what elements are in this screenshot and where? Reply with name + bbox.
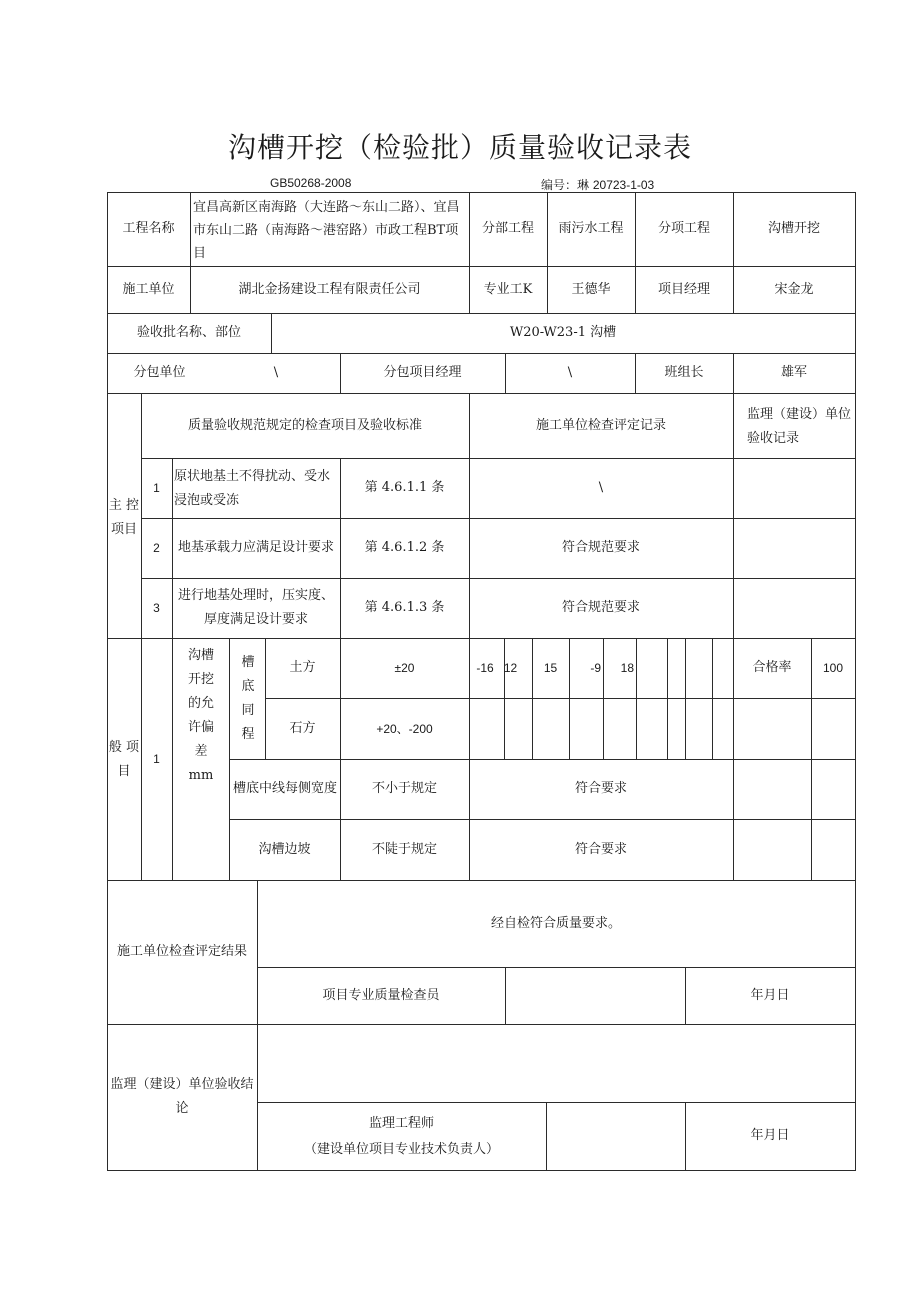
sub-manager-label: 分包项目经理 bbox=[383, 365, 462, 380]
serial-number bbox=[541, 176, 654, 193]
measurement-cell: 15 bbox=[543, 661, 558, 675]
pass-rate-value: 100 bbox=[822, 661, 844, 675]
main-item-record: \ bbox=[598, 480, 604, 495]
supervisor-record-header: 监理（建设）单位验收记录 bbox=[747, 407, 852, 446]
main-item-no: 2 bbox=[153, 541, 160, 555]
measurement-cell: 18 bbox=[620, 661, 634, 675]
main-item-desc: 原状地基土不得扰动、受水浸泡或受冻 bbox=[174, 469, 331, 508]
batch-label: 验收批名称、部位 bbox=[136, 325, 241, 340]
general-items-group-label: 般 项 目 bbox=[108, 740, 140, 779]
sub-item-label: 分项工程 bbox=[657, 221, 710, 236]
width-record: 符合要求 bbox=[574, 781, 627, 796]
contractor-result-label: 施工单位检查评定结果 bbox=[116, 944, 247, 959]
serial-label: 编号：琳 bbox=[541, 178, 590, 192]
quality-inspector-label: 项目专业质量检查员 bbox=[322, 987, 440, 1003]
standard-header: 质量验收规范规定的检查项目及验收标准 bbox=[187, 417, 422, 433]
general-item-no: 1 bbox=[153, 752, 160, 766]
document-title: 沟槽开挖（检验批）质量验收记录表 bbox=[227, 131, 692, 164]
main-item-no: 1 bbox=[153, 481, 160, 495]
rock-label: 石方 bbox=[289, 720, 316, 736]
main-item-desc: 进行地基处理时，压实度、厚度满足设计要求 bbox=[177, 588, 334, 627]
team-leader-value: 雄军 bbox=[780, 365, 807, 380]
contractor-label: 施工单位 bbox=[122, 281, 175, 297]
main-items-group-label: 主 控 项目 bbox=[108, 498, 140, 537]
earth-label: 土方 bbox=[289, 660, 316, 675]
width-label: 槽底中线每侧宽度 bbox=[233, 781, 338, 796]
foreman-label: 专业工K bbox=[483, 281, 533, 297]
supervising-engineer-label: 监理工程师 bbox=[368, 1115, 434, 1131]
pass-rate-label: 合格率 bbox=[752, 660, 792, 675]
contractor-conclusion: 经自检符合质量要求。 bbox=[490, 915, 621, 931]
main-item-clause: 第 4.6.1.2 条 bbox=[364, 540, 445, 555]
measurement-cell: -9 bbox=[590, 661, 601, 675]
subcontractor-value: \ bbox=[273, 365, 279, 380]
project-name-label: 工程名称 bbox=[122, 221, 175, 236]
main-item-record: 符合规范要求 bbox=[561, 540, 640, 555]
measurement-cell: 12 bbox=[503, 661, 518, 675]
main-item-clause: 第 4.6.1.3 条 bbox=[364, 600, 445, 615]
earth-tolerance: ±20 bbox=[394, 661, 415, 675]
supervisor-result-label: 监理（建设）单位验收结论 bbox=[110, 1077, 254, 1116]
main-item-no: 3 bbox=[153, 601, 160, 615]
project-manager-label: 项目经理 bbox=[657, 281, 710, 297]
subdivision-value: 雨污水工程 bbox=[558, 221, 624, 236]
supervisor-date-label: 年月日 bbox=[750, 1128, 790, 1143]
team-leader-label: 班组长 bbox=[664, 365, 704, 380]
foreman-value: 王德华 bbox=[571, 281, 611, 297]
project-name-value: 宜昌高新区南海路（大连路～东山二路）、宜昌市东山二路（南海路～港窑路）市政工程BT项目 bbox=[193, 199, 460, 261]
tolerance-label: 沟槽开挖的允许偏差mm bbox=[188, 648, 215, 783]
main-item-record: 符合规范要求 bbox=[561, 600, 640, 615]
bottom-elevation-label: 槽底同程 bbox=[241, 655, 255, 742]
contractor-record-header: 施工单位检查评定记录 bbox=[535, 417, 666, 433]
subcontractor-label: 分包单位 bbox=[133, 365, 186, 380]
standard-code: GB50268-2008 bbox=[270, 176, 352, 190]
slope-label: 沟槽边坡 bbox=[258, 841, 311, 857]
subdivision-label: 分部工程 bbox=[481, 221, 534, 236]
main-item-clause: 第 4.6.1.1 条 bbox=[364, 480, 445, 495]
sub-manager-value: \ bbox=[567, 365, 573, 380]
sub-item-value: 沟槽开挖 bbox=[767, 221, 820, 236]
width-standard: 不小于规定 bbox=[371, 781, 437, 796]
rock-tolerance: +20、-200 bbox=[376, 721, 433, 736]
batch-value: W20-W23-1 沟槽 bbox=[509, 325, 617, 340]
main-item-desc: 地基承载力应满足设计要求 bbox=[177, 540, 334, 555]
supervising-engineer-note: （建设单位项目专业技术负责人） bbox=[303, 1141, 499, 1157]
serial-value: 20723-1-03 bbox=[592, 178, 655, 192]
slope-record: 符合要求 bbox=[574, 841, 627, 857]
contractor-date-label: 年月日 bbox=[750, 987, 790, 1003]
slope-standard: 不陡于规定 bbox=[371, 841, 437, 857]
contractor-value: 湖北金扬建设工程有限责任公司 bbox=[238, 281, 421, 297]
project-manager-value: 宋金龙 bbox=[774, 281, 814, 297]
measurement-cell: -16 bbox=[476, 661, 494, 675]
